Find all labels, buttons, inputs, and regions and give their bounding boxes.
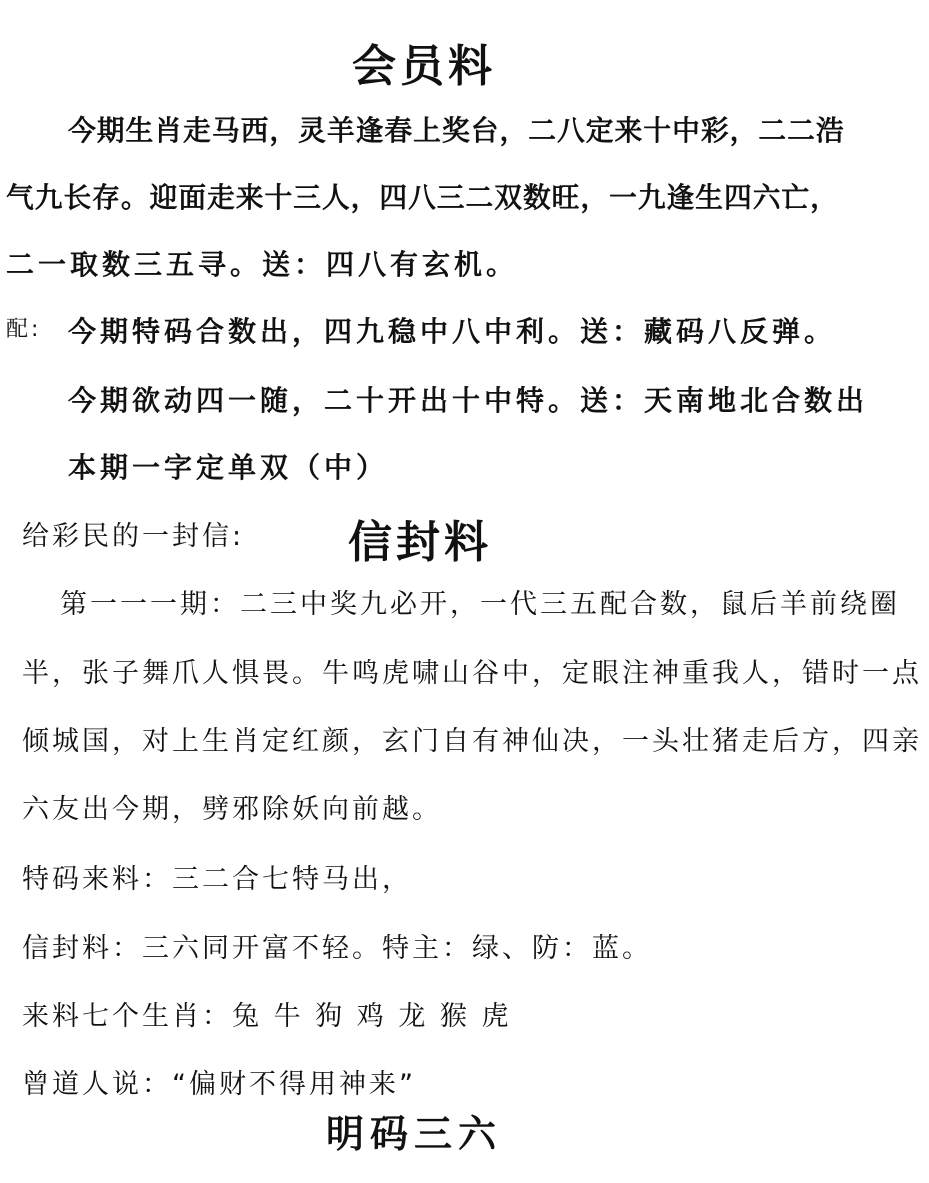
xinfeng-line: 信封料：三六同开富不轻。特主：绿、防：蓝。 (22, 933, 652, 964)
footer-title: 明码三六 (326, 1112, 503, 1156)
envelope-line-4: 六友出今期，劈邪除妖向前越。 (22, 794, 442, 825)
envelope-line-3: 倾城国，对上生肖定红颜，玄门自有神仙决，一头壮猪走后方，四亲 (22, 726, 922, 757)
quote-line: 曾道人说：“偏财不得用神来” (22, 1069, 416, 1100)
member-line-3: 二一取数三五寻。送：四八有玄机。 (6, 248, 519, 281)
zodiac-line: 来料七个生肖：兔 牛 狗 鸡 龙 猴 虎 (22, 1001, 512, 1032)
pei-line-1: 今期特码合数出，四九稳中八中利。送：藏码八反弹。 (68, 315, 837, 348)
envelope-line-2: 半，张子舞爪人惧畏。牛鸣虎啸山谷中，定眼注神重我人，错时一点 (22, 658, 922, 689)
envelope-title: 信封料 (348, 517, 492, 568)
pei-line-2: 今期欲动四一随，二十开出十中特。送：天南地北合数出 (68, 384, 869, 417)
member-line-2: 气九长存。迎面走来十三人，四八三二双数旺，一九逢生四六亡， (6, 181, 839, 214)
single-double-line: 本期一字定单双（中） (68, 451, 389, 484)
envelope-line-1: 第一一一期：二三中奖九必开，一代三五配合数，鼠后羊前绕圈 (60, 589, 900, 620)
letter-lead: 给彩民的一封信: (22, 521, 245, 552)
member-title: 会员料 (352, 41, 496, 92)
pei-label: 配: (6, 317, 42, 342)
member-line-1: 今期生肖走马西，灵羊逢春上奖台，二八定来十中彩，二二浩 (68, 114, 845, 147)
tema-line: 特码来料：三二合七特马出， (22, 864, 412, 895)
